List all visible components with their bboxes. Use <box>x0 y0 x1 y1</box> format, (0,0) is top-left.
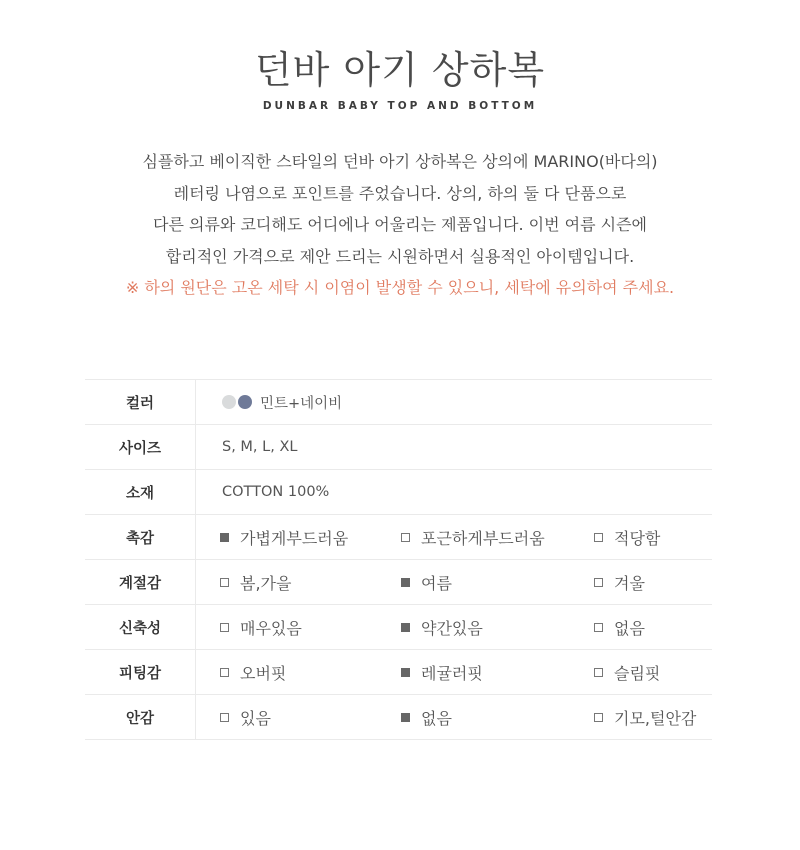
option-item <box>401 616 483 639</box>
spec-row-season <box>85 560 712 605</box>
spec-row-size <box>85 425 712 470</box>
option-label: 매우있음 <box>240 618 302 638</box>
spec-label: 사이즈 <box>85 425 196 469</box>
checkbox-icon <box>220 668 229 677</box>
option-item <box>220 571 291 594</box>
product-title: 던바 아기 상하복 <box>254 48 546 92</box>
spec-row-lining <box>85 695 712 740</box>
option-item <box>220 661 286 684</box>
checkbox-icon <box>220 713 229 722</box>
checkbox-icon <box>401 713 410 722</box>
option-label: 레귤러핏 <box>421 663 483 683</box>
option-item <box>220 526 348 549</box>
checkbox-icon <box>594 713 603 722</box>
color-swatch-mint <box>222 395 236 409</box>
spec-label: 신축성 <box>85 605 196 649</box>
option-label: 약간있음 <box>421 618 483 638</box>
checkbox-icon <box>594 533 603 542</box>
option-item <box>401 661 483 684</box>
option-item <box>401 571 452 594</box>
checkbox-icon <box>594 668 603 677</box>
color-value <box>196 392 342 413</box>
checkbox-icon <box>220 623 229 632</box>
option-item <box>220 706 271 729</box>
checkbox-icon <box>401 623 410 632</box>
option-label: 적당함 <box>614 528 661 548</box>
product-description <box>40 146 760 304</box>
option-label: 없음 <box>614 618 645 638</box>
option-label: 포근하게부드러움 <box>421 528 545 548</box>
spec-label: 계절감 <box>85 560 196 604</box>
option-label: 가볍게부드러움 <box>240 528 349 548</box>
checkbox-icon <box>401 668 410 677</box>
spec-label: 소재 <box>85 470 196 514</box>
spec-row-material <box>85 470 712 515</box>
option-item <box>594 571 645 594</box>
option-label: 오버핏 <box>240 663 287 683</box>
option-item <box>401 706 452 729</box>
spec-label: 컬러 <box>85 380 196 424</box>
spec-table <box>85 379 712 740</box>
option-item <box>594 526 660 549</box>
product-subtitle: DUNBAR BABY TOP AND BOTTOM <box>262 100 538 112</box>
option-label: 여름 <box>421 573 452 593</box>
option-item <box>401 526 545 549</box>
description-line: 다른 의류와 코디해도 어디에나 어울리는 제품입니다. 이번 여름 시즌에 <box>153 215 647 234</box>
description-line: 합리적인 가격으로 제안 드리는 시원하면서 실용적인 아이템입니다. <box>165 246 635 266</box>
checkbox-icon <box>401 578 410 587</box>
option-label: 없음 <box>421 708 452 728</box>
checkbox-icon <box>594 623 603 632</box>
spec-row-color <box>85 380 712 425</box>
option-label: 겨울 <box>614 573 645 593</box>
spec-row-fit <box>85 650 712 695</box>
description-line: 레터링 나염으로 포인트를 주었습니다. 상의, 하의 둘 다 단품으로 <box>173 183 627 203</box>
option-label: 있음 <box>240 708 271 728</box>
spec-label: 안감 <box>85 695 196 739</box>
option-label: 기모,털안감 <box>614 708 697 728</box>
description-line: 심플하고 베이직한 스타일의 던바 아기 상하복은 상의에 MARINO(바다의) <box>142 152 658 171</box>
spec-row-touch <box>85 515 712 560</box>
checkbox-icon <box>220 578 229 587</box>
option-item <box>594 616 645 639</box>
checkbox-icon <box>220 533 229 542</box>
size-value: S, M, L, XL <box>222 439 298 455</box>
option-label: 슬림핏 <box>614 663 661 683</box>
color-swatch-navy <box>238 395 252 409</box>
spec-row-stretch <box>85 605 712 650</box>
option-item <box>220 616 302 639</box>
washing-warning: ※ 하의 원단은 고온 세탁 시 이염이 발생할 수 있으니, 세탁에 유의하여 주세요. <box>125 278 675 297</box>
checkbox-icon <box>594 578 603 587</box>
spec-label: 피팅감 <box>85 650 196 694</box>
color-name: 민트+네이비 <box>260 395 343 412</box>
option-item <box>594 706 696 729</box>
option-item <box>594 661 660 684</box>
checkbox-icon <box>401 533 410 542</box>
option-label: 봄,가을 <box>240 573 292 593</box>
spec-label: 촉감 <box>85 515 196 559</box>
material-value: COTTON 100% <box>222 484 330 500</box>
